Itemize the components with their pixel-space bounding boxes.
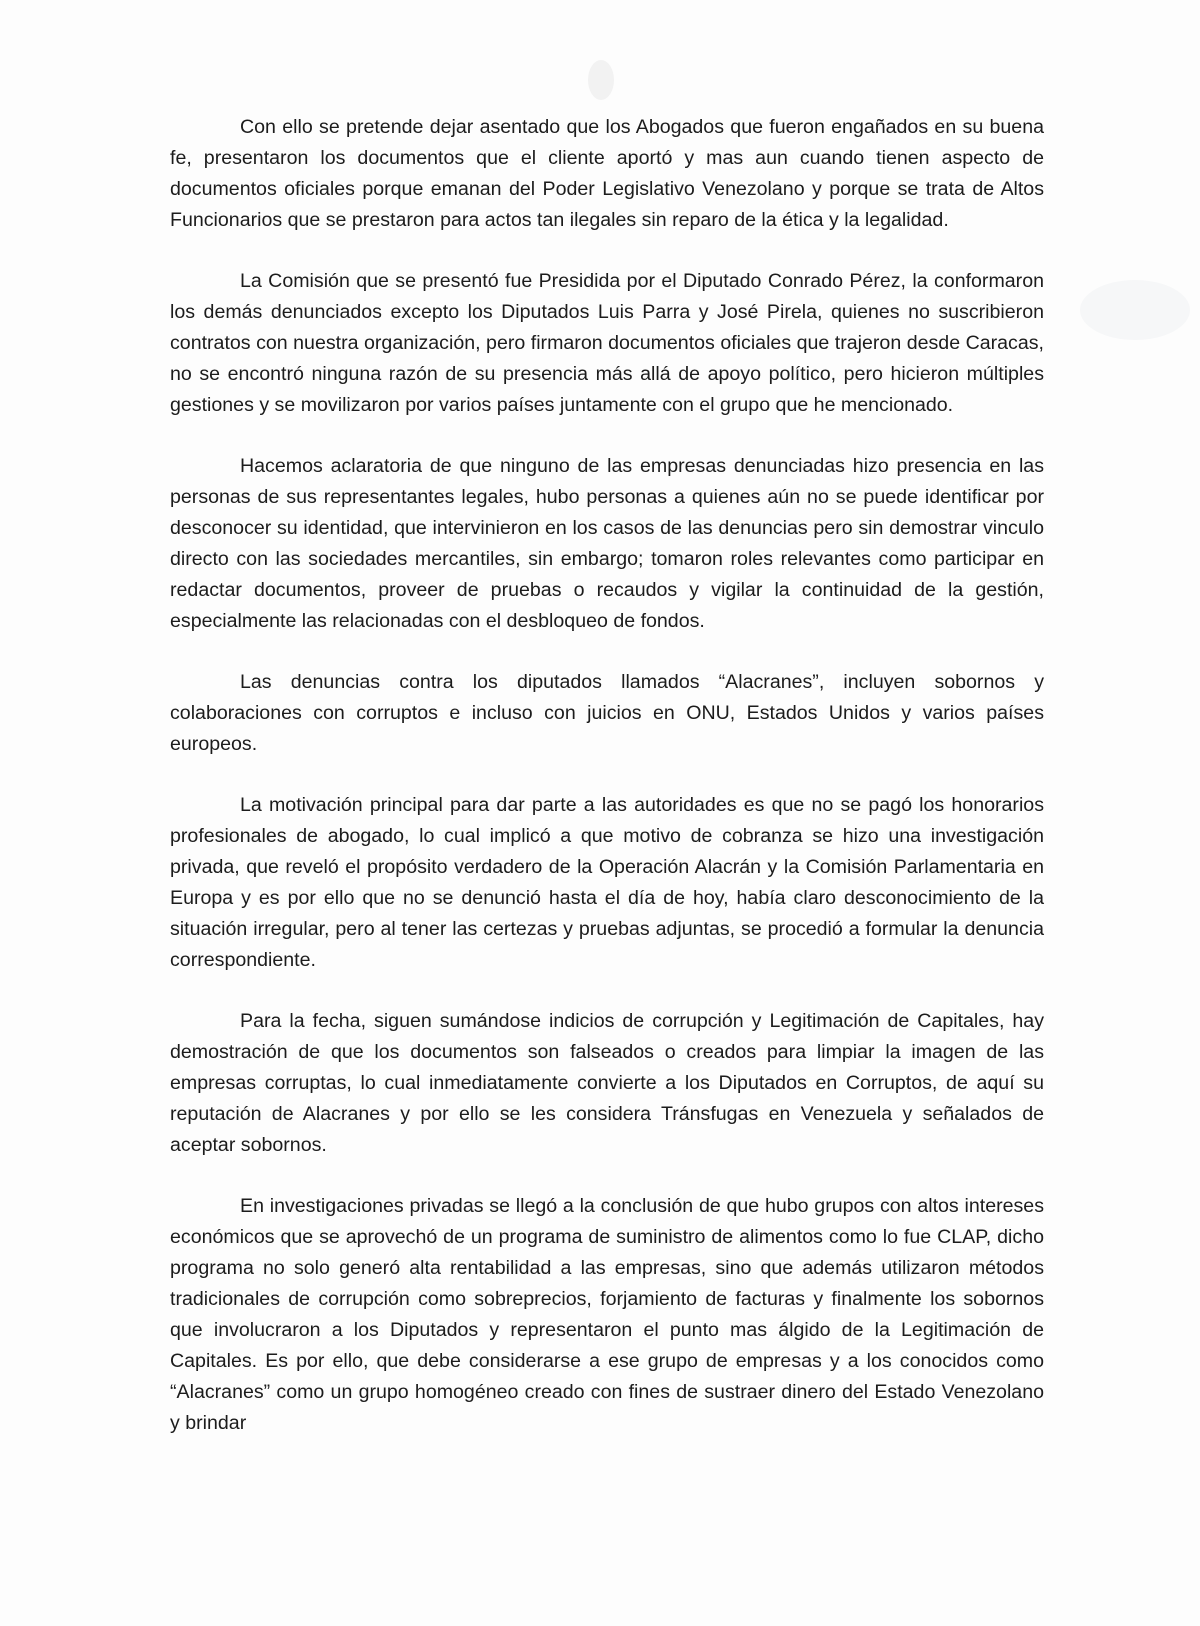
- paragraph-6: Para la fecha, siguen sumándose indicios de corrupción y Legitimación de Capitales, hay demostración de que los documentos son falseados o creados para limpiar la imagen de las empresas corruptas, lo cual inmediatamente convierte a los Diputados en Corruptos, de aquí su reputación de Alacranes y por ello se les considera Tránsfugas en Venezuela y señalados de aceptar sobornos.: [170, 1010, 1044, 1156]
- document-body: [170, 112, 1044, 1469]
- scan-smudge: [588, 60, 614, 100]
- paragraph-4: Las denuncias contra los diputados llamados “Alacranes”, incluyen sobornos y colaboraciones con corruptos e incluso con juicios en ONU, Estados Unidos y varios países europeos.: [170, 671, 1044, 755]
- scan-smudge: [1080, 280, 1190, 340]
- paragraph-7: En investigaciones privadas se llegó a la conclusión de que hubo grupos con altos intereses económicos que se aprovechó de un programa de suministro de alimentos como lo fue CLAP, dicho programa no solo generó alta rentabilidad a las empresas, sino que además utilizaron métodos tradicionales de corrupción como sobreprecios, forjamiento de facturas y finalmente los sobornos que involucraron a los Diputados y representaron el punto mas álgido de la Legitimación de Capitales. Es por ello, que debe considerarse a ese grupo de empresas y a los conocidos como “Alacranes” como un grupo homogéneo creado con fines de sustraer dinero del Estado Venezolano y brindar: [170, 1195, 1044, 1434]
- paragraph-2: La Comisión que se presentó fue Presidida por el Diputado Conrado Pérez, la conformaron los demás denunciados excepto los Diputados Luis Parra y José Pirela, quienes no suscribieron contratos con nuestra organización, pero firmaron documentos oficiales que trajeron desde Caracas, no se encontró ninguna razón de su presencia más allá de apoyo político, pero hicieron múltiples gestiones y se movilizaron por varios países juntamente con el grupo que he mencionado.: [170, 270, 1044, 416]
- paragraph-5: La motivación principal para dar parte a las autoridades es que no se pagó los honorarios profesionales de abogado, lo cual implicó a que motivo de cobranza se hizo una investigación privada, que reveló el propósito verdadero de la Operación Alacrán y la Comisión Parlamentaria en Europa y es por ello que no se denunció hasta el día de hoy, había claro desconocimiento de la situación irregular, pero al tener las certezas y pruebas adjuntas, se procedió a formular la denuncia correspondiente.: [170, 794, 1044, 971]
- paragraph-3: Hacemos aclaratoria de que ninguno de las empresas denunciadas hizo presencia en las personas de sus representantes legales, hubo personas a quienes aún no se puede identificar por desconocer su identidad, que intervinieron en los casos de las denuncias pero sin demostrar vinculo directo con las sociedades mercantiles, sin embargo; tomaron roles relevantes como participar en redactar documentos, proveer de pruebas o recaudos y vigilar la continuidad de la gestión, especialmente las relacionadas con el desbloqueo de fondos.: [170, 455, 1044, 632]
- paragraph-1: Con ello se pretende dejar asentado que los Abogados que fueron engañados en su buena fe, presentaron los documentos que el cliente aportó y mas aun cuando tienen aspecto de documentos oficiales porque emanan del Poder Legislativo Venezolano y porque se trata de Altos Funcionarios que se prestaron para actos tan ilegales sin reparo de la ética y la legalidad.: [170, 116, 1044, 231]
